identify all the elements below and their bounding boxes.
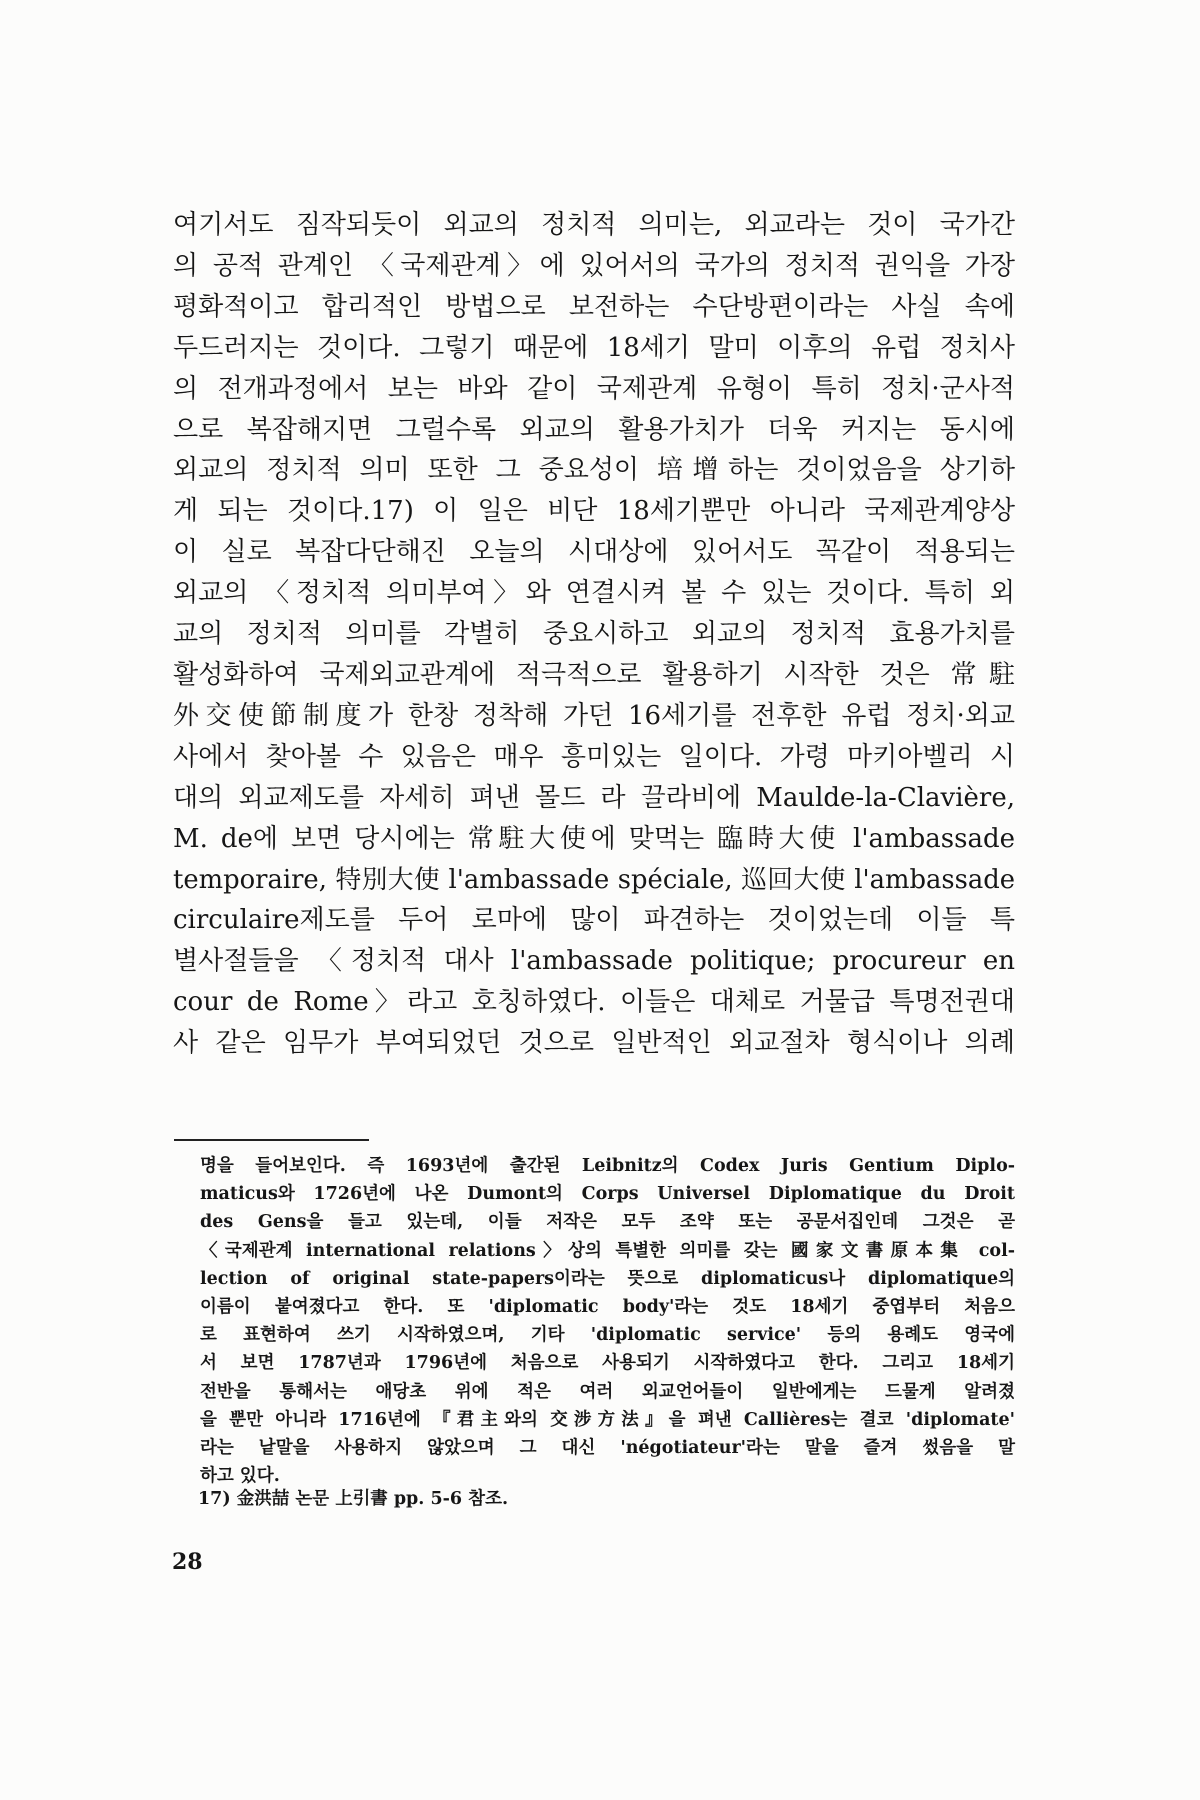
body-line: circulaire제도를 두어 로마에 많이 파견하는 것이었는데 이들 특 (173, 905, 1015, 936)
main-text-block (173, 205, 1015, 1064)
body-line: 여기서도 짐작되듯이 외교의 정치적 의미는, 외교라는 것이 국가간 (173, 210, 1015, 240)
body-line: 대의 외교제도를 자세히 펴낸 몰드 라 끌라비에 Maulde-la-Clavière, (173, 782, 1015, 813)
body-line: 활성화하여 국제외교관계에 적극적으로 활용하기 시작한 것은 常駐 (173, 659, 1015, 690)
body-line: 의 공적 관계인 〈국제관계〉에 있어서의 국가의 정치적 권익을 가장 (173, 250, 1015, 281)
footnote-line: lection of original state-papers이라는 뜻으로 diplomaticus나 diplomatique의 (200, 1268, 1015, 1289)
body-line: 별사절들을 〈정치적 대사 l'ambassade politique; procureur en (173, 946, 1015, 977)
body-line: 두드러지는 것이다. 그렇기 때문에 18세기 말미 이후의 유럽 정치사 (173, 332, 1015, 363)
footnote-line: des Gens을 들고 있는데, 이들 저작은 모두 조약 또는 공문서집인데 그것은 곧 (200, 1212, 1015, 1233)
body-line: 교의 정치적 의미를 각별히 중요시하고 외교의 정치적 효용가치를 (173, 619, 1015, 650)
footnote-17: 17) 金洪喆 논문 上引書 pp. 5-6 참조. (198, 1489, 509, 1509)
footnote-line: maticus와 1726년에 나온 Dumont의 Corps Universel Diplomatique du Droit (200, 1184, 1015, 1205)
body-line: 이 실로 복잡다단해진 오늘의 시대상에 있어서도 꼭같이 적용되는 (173, 537, 1015, 568)
body-line: 外交使節制度가 한창 정착해 가던 16세기를 전후한 유럽 정치·외교 (173, 700, 1015, 731)
body-line: 사 같은 임무가 부여되었던 것으로 일반적인 외교절차 형식이나 의례 (173, 1028, 1015, 1059)
body-line: 의 전개과정에서 보는 바와 같이 국제관계 유형이 특히 정치·군사적 (173, 373, 1015, 404)
body-line: M. de에 보면 당시에는 常駐大使에 맞먹는 臨時大使 l'ambassade (173, 823, 1015, 854)
body-line: 외교의 정치적 의미 또한 그 중요성이 培增하는 것이었음을 상기하 (173, 455, 1015, 486)
body-line: 으로 복잡해지면 그럴수록 외교의 활용가치가 더욱 커지는 동시에 (173, 414, 1015, 445)
body-line: 외교의 〈정치적 의미부여〉와 연결시켜 볼 수 있는 것이다. 특히 외 (173, 578, 1015, 609)
body-line: 게 되는 것이다.17) 이 일은 비단 18세기뿐만 아니라 국제관계양상 (173, 496, 1015, 527)
footnote-line: 을 뿐만 아니라 1716년에 『君主와의 交涉方法』을 펴낸 Callières는 결코 'diplomate' (200, 1409, 1015, 1430)
footnote-line: 〈국제관계 international relations〉상의 특별한 의미를 갖는 國家文書原本集 col- (200, 1240, 1015, 1261)
body-line: cour de Rome〉라고 호칭하였다. 이들은 대체로 거물급 특명전권대 (173, 987, 1015, 1018)
footnote-line: 전반을 통해서는 애당초 위에 적은 여러 외교언어들이 일반에게는 드물게 알려졌 (200, 1381, 1015, 1402)
footnote-line: 로 표현하여 쓰기 시작하였으며, 기타 'diplomatic service' 등의 용례도 영국에 (200, 1325, 1015, 1346)
footnote-line: 라는 낱말을 사용하지 않았으며 그 대신 'négotiateur'라는 말을 즐겨 썼음을 말 (200, 1438, 1015, 1459)
body-line: temporaire, 特別大使 l'ambassade spéciale, 巡回大使 l'ambassade (173, 864, 1015, 895)
footnote-line: 명을 들어보인다. 즉 1693년에 출간된 Leibnitz의 Codex Juris Gentium Diplo- (200, 1156, 1015, 1176)
footnote-divider (174, 1139, 369, 1141)
page-number: 28 (172, 1549, 203, 1575)
footnote-block (200, 1152, 1015, 1490)
footnote-line: 서 보면 1787년과 1796년에 처음으로 사용되기 시작하였다고 한다. 그리고 18세기 (200, 1353, 1015, 1374)
footnote-line: 이름이 붙여졌다고 한다. 또 'diplomatic body'라는 것도 18세기 중엽부터 처음으 (200, 1297, 1015, 1318)
footnote-line: 하고 있다. (200, 1466, 280, 1487)
body-line: 사에서 찾아볼 수 있음은 매우 흥미있는 일이다. 가령 마키아벨리 시 (173, 741, 1015, 772)
body-line: 평화적이고 합리적인 방법으로 보전하는 수단방편이라는 사실 속에 (173, 291, 1015, 322)
